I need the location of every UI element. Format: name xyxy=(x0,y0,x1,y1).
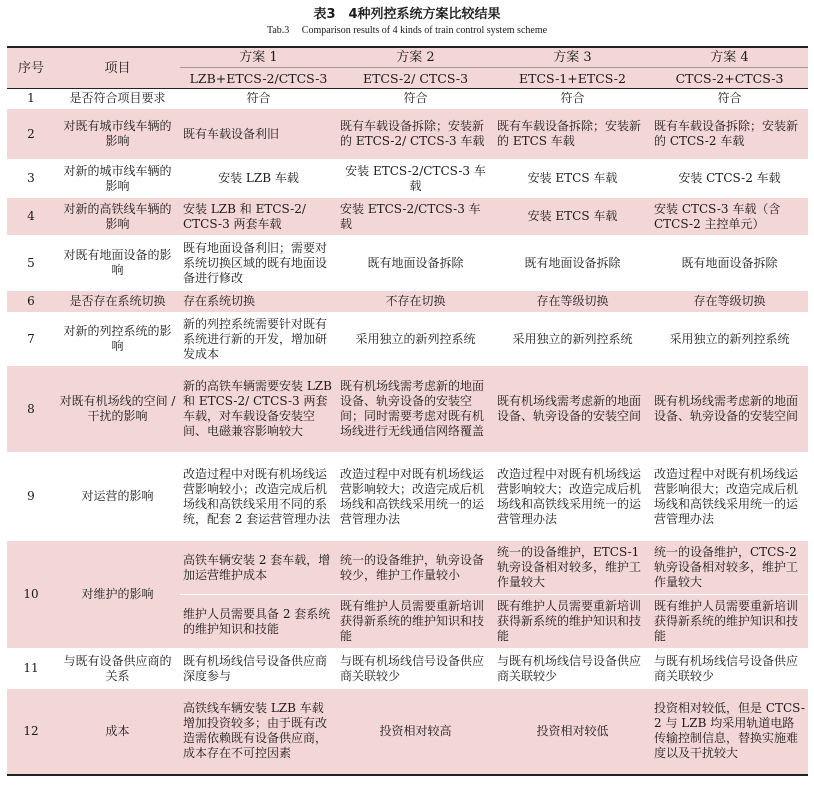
row-cell: 统一的设备维护，ETCS-1 轨旁设备相对较多，维护工作量较大 xyxy=(494,541,651,595)
table-row xyxy=(7,109,808,160)
row-cell: 既有车载设备拆除；安装新的 CTCS-2 车载 xyxy=(651,109,808,160)
row-cell: 改造过程中对既有机场线运营影响很大；改造完成后机场线和高铁线采用统一的运营管理办法 xyxy=(651,453,808,541)
row-cell: 与既有机场线信号设备供应商关联较少 xyxy=(651,649,808,689)
row-no: 2 xyxy=(7,109,55,160)
row-cell: 安装 CTCS-2 车载 xyxy=(651,160,808,198)
header-scheme-3-name: 方案 3 xyxy=(494,47,651,68)
row-cell: 安装 ETCS-2/CTCS-3 车载 xyxy=(337,160,494,198)
row-cell: 投资相对较低 xyxy=(494,689,651,775)
comparison-table xyxy=(7,46,808,776)
row-item: 对运营的影响 xyxy=(55,453,180,541)
row-cell: 既有维护人员需要重新培训获得新系统的维护知识和技能 xyxy=(651,595,808,649)
row-cell: 符合 xyxy=(494,89,651,109)
row-cell: 既有机场线信号设备供应商深度参与 xyxy=(180,649,337,689)
row-item: 是否符合项目要求 xyxy=(55,89,180,109)
row-cell: 统一的设备维护，CTCS-2 轨旁设备相对较多，维护工作量较大 xyxy=(651,541,808,595)
row-cell: 既有维护人员需要重新培训获得新系统的维护知识和技能 xyxy=(337,595,494,649)
row-cell: 既有地面设备拆除 xyxy=(651,236,808,291)
row-no: 5 xyxy=(7,236,55,291)
row-cell: 安装 ETCS 车载 xyxy=(494,160,651,198)
row-cell: 改造过程中对既有机场线运营影响较大；改造完成后机场线和高铁线采用统一的运营管理办法 xyxy=(337,453,494,541)
row-cell: 既有车载设备拆除；安装新的 ETCS 车载 xyxy=(494,109,651,160)
row-item: 是否存在系统切换 xyxy=(55,291,180,313)
row-cell: 统一的设备维护，轨旁设备较少，维护工作量较小 xyxy=(337,541,494,595)
row-cell: 投资相对较高 xyxy=(337,689,494,775)
row-cell: 采用独立的新列控系统 xyxy=(337,313,494,366)
table-row xyxy=(7,366,808,453)
row-item: 对新的城市线车辆的影响 xyxy=(55,160,180,198)
row-cell: 存在等级切换 xyxy=(651,291,808,313)
row-cell: 既有车载设备拆除；安装新的 ETCS-2/ CTCS-3 车载 xyxy=(337,109,494,160)
row-cell: 既有地面设备拆除 xyxy=(337,236,494,291)
row-no: 10 xyxy=(7,541,55,649)
row-item: 对既有城市线车辆的影响 xyxy=(55,109,180,160)
row-cell: 既有机场线需考虑新的地面设备、轨旁设备的安装空间 xyxy=(651,366,808,453)
table-row xyxy=(7,649,808,689)
row-cell: 与既有机场线信号设备供应商关联较少 xyxy=(337,649,494,689)
row-cell: 投资相对较低，但是 CTCS-2 与 LZB 均采用轨道电路传输控制信息，替换实施难度以及干扰较大 xyxy=(651,689,808,775)
row-cell: 既有地面设备利旧；需要对系统切换区域的既有地面设备进行修改 xyxy=(180,236,337,291)
row-cell: 安装 LZB 和 ETCS-2/ CTCS-3 两套车载 xyxy=(180,198,337,236)
row-item: 对既有机场线的空间 / 干扰的影响 xyxy=(55,366,180,453)
row-cell: 既有维护人员需要重新培训获得新系统的维护知识和技能 xyxy=(494,595,651,649)
table-row xyxy=(7,198,808,236)
row-cell: 高铁线车辆安装 LZB 车载增加投资较多；由于既有改造需依赖既有设备供应商，成本存在不可控因素 xyxy=(180,689,337,775)
header-item: 项目 xyxy=(55,47,180,89)
row-cell: 符合 xyxy=(651,89,808,109)
table-row xyxy=(7,160,808,198)
row-cell: 既有车载设备利旧 xyxy=(180,109,337,160)
row-cell: 新的列控系统需要针对既有系统进行新的开发，增加研发成本 xyxy=(180,313,337,366)
row-item: 对维护的影响 xyxy=(55,541,180,649)
row-cell: 改造过程中对既有机场线运营影响较小；改造完成后机场线和高铁线采用不同的系统，配套 2 套运营管理办法 xyxy=(180,453,337,541)
row-cell: 存在等级切换 xyxy=(494,291,651,313)
row-no: 8 xyxy=(7,366,55,453)
row-cell: 改造过程中对既有机场线运营影响较大；改造完成后机场线和高铁线采用统一的运营管理办法 xyxy=(494,453,651,541)
row-cell: 安装 LZB 车载 xyxy=(180,160,337,198)
row-cell: 高铁车辆安装 2 套车载，增加运营维护成本 xyxy=(180,541,337,595)
row-cell: 采用独立的新列控系统 xyxy=(494,313,651,366)
row-cell: 既有机场线需考虑新的地面设备、轨旁设备的安装空间 xyxy=(494,366,651,453)
row-cell: 符合 xyxy=(180,89,337,109)
table-row xyxy=(7,541,808,595)
row-cell: 维护人员需要具备 2 套系统的维护知识和技能 xyxy=(180,595,337,649)
header-scheme-1-system: LZB+ETCS-2/CTCS-3 xyxy=(180,68,337,89)
header-scheme-2-system: ETCS-2/ CTCS-3 xyxy=(337,68,494,89)
row-cell: 符合 xyxy=(337,89,494,109)
table-row xyxy=(7,689,808,775)
row-cell: 安装 ETCS 车载 xyxy=(494,198,651,236)
row-cell: 存在系统切换 xyxy=(180,291,337,313)
header-scheme-1-name: 方案 1 xyxy=(180,47,337,68)
header-no: 序号 xyxy=(7,47,55,89)
table-row xyxy=(7,313,808,366)
row-cell: 既有地面设备拆除 xyxy=(494,236,651,291)
table-row xyxy=(7,453,808,541)
header-scheme-4-name: 方案 4 xyxy=(651,47,808,68)
row-no: 4 xyxy=(7,198,55,236)
row-cell: 与既有机场线信号设备供应商关联较少 xyxy=(494,649,651,689)
row-item: 成本 xyxy=(55,689,180,775)
row-no: 9 xyxy=(7,453,55,541)
row-cell: 既有机场线需考虑新的地面设备、轨旁设备的安装空间；同时需要考虑对既有机场线进行无线通信网络覆盖 xyxy=(337,366,494,453)
row-no: 11 xyxy=(7,649,55,689)
row-item: 对既有地面设备的影响 xyxy=(55,236,180,291)
table-caption-cn: 表3 4种列控系统方案比较结果 xyxy=(313,7,501,22)
row-item: 对新的高铁线车辆的影响 xyxy=(55,198,180,236)
header-scheme-2-name: 方案 2 xyxy=(337,47,494,68)
row-cell: 不存在切换 xyxy=(337,291,494,313)
header-scheme-4-system: CTCS-2+CTCS-3 xyxy=(651,68,808,89)
row-no: 1 xyxy=(7,89,55,109)
row-no: 6 xyxy=(7,291,55,313)
row-item: 与既有设备供应商的关系 xyxy=(55,649,180,689)
row-no: 12 xyxy=(7,689,55,775)
row-item: 对新的列控系统的影响 xyxy=(55,313,180,366)
table-row xyxy=(7,89,808,109)
row-cell: 采用独立的新列控系统 xyxy=(651,313,808,366)
table-row xyxy=(7,236,808,291)
row-no: 7 xyxy=(7,313,55,366)
row-cell: 安装 CTCS-3 车载（含 CTCS-2 主控单元） xyxy=(651,198,808,236)
row-no: 3 xyxy=(7,160,55,198)
table-row xyxy=(7,291,808,313)
row-cell: 安装 ETCS-2/CTCS-3 车载 xyxy=(337,198,494,236)
row-cell: 新的高铁车辆需要安装 LZB 和 ETCS-2/ CTCS-3 两套车载，对车载设备安装空间、电磁兼容影响较大 xyxy=(180,366,337,453)
header-scheme-3-system: ETCS-1+ETCS-2 xyxy=(494,68,651,89)
table-caption-en: Tab.3 Comparison results of 4 kinds of train control system scheme xyxy=(266,25,548,36)
